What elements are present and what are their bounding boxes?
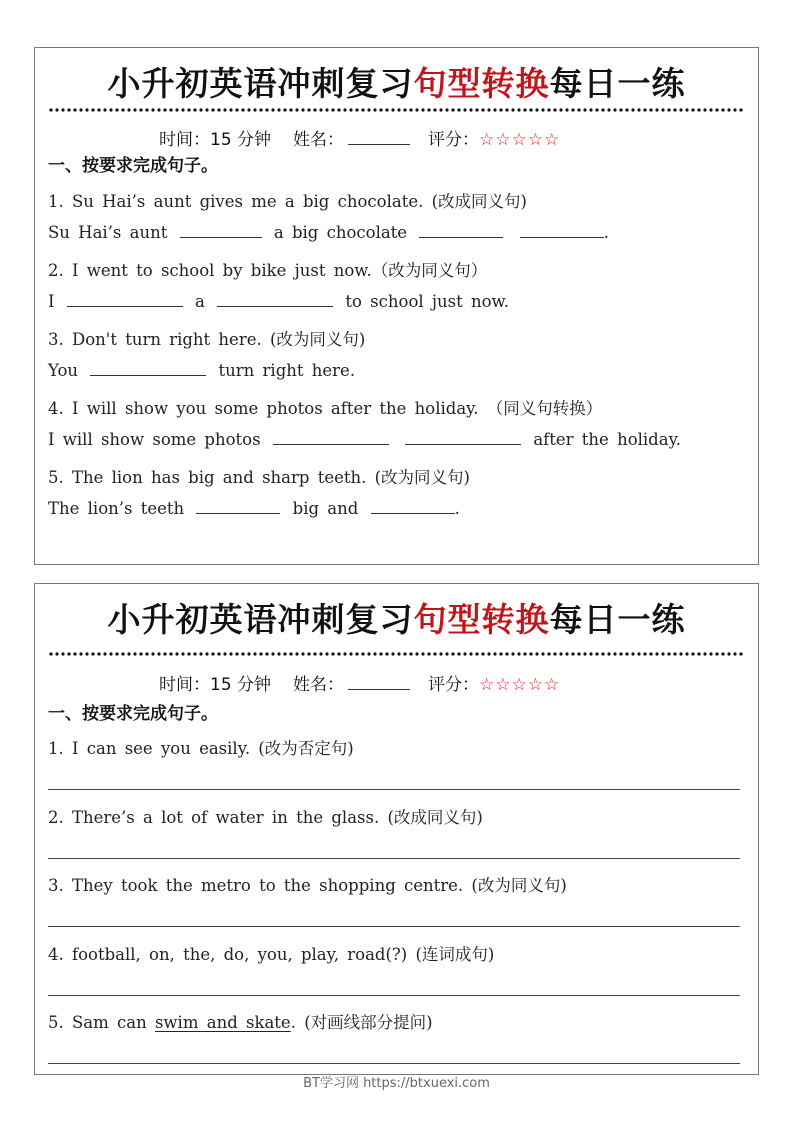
answer-blank[interactable] <box>90 363 206 376</box>
question-4-prompt: 4. football, on, the, do, you, play, road(?) (连词成句) <box>48 945 495 964</box>
name-label: 姓名： <box>293 675 345 695</box>
underlined-phrase: swim and skate <box>154 1013 291 1032</box>
star-rating-icon: ☆☆☆☆☆ <box>479 130 561 150</box>
title-highlight: 句型转换 <box>413 600 550 639</box>
score-label: 评分： <box>428 675 480 695</box>
question-5-prompt: 5. The lion has big and sharp teeth. (改为同义句) <box>48 468 470 487</box>
worksheet-meta <box>159 125 560 150</box>
section-heading: 一、按要求完成句子。 <box>48 704 218 724</box>
name-label: 姓名： <box>293 130 345 150</box>
title-suffix: 每日一练 <box>549 600 686 639</box>
answer-blank[interactable] <box>520 225 604 238</box>
dotted-divider <box>48 108 745 112</box>
question-1-answer: Su Hai’s aunt a big chocolate . <box>48 223 609 242</box>
answer-blank[interactable] <box>196 501 280 514</box>
title-prefix: 小升初英语冲刺复习 <box>107 600 414 639</box>
answer-blank[interactable] <box>419 225 503 238</box>
question-2-answer: I a to school just now. <box>48 292 509 311</box>
worksheet-1 <box>34 47 759 565</box>
answer-line[interactable] <box>48 789 740 790</box>
worksheet-2 <box>34 583 759 1075</box>
answer-blank[interactable] <box>405 432 521 445</box>
time-label: 时间：15 分钟 <box>159 130 272 150</box>
name-blank[interactable] <box>348 677 410 690</box>
title-prefix: 小升初英语冲刺复习 <box>107 64 414 103</box>
question-4-prompt: 4. I will show you some photos after the holiday. （同义句转换） <box>48 399 603 418</box>
answer-line[interactable] <box>48 995 740 996</box>
section-heading: 一、按要求完成句子。 <box>48 156 218 176</box>
question-2-prompt: 2. I went to school by bike just now.（改为同义句） <box>48 261 488 280</box>
worksheet-title <box>35 58 758 105</box>
question-3-prompt: 3. They took the metro to the shopping centre. (改为同义句) <box>48 876 567 895</box>
answer-blank[interactable] <box>180 225 262 238</box>
star-rating-icon: ☆☆☆☆☆ <box>479 675 561 695</box>
answer-blank[interactable] <box>67 294 183 307</box>
question-1-prompt: 1. I can see you easily. (改为否定句) <box>48 739 354 758</box>
dotted-divider <box>48 652 745 656</box>
answer-line[interactable] <box>48 1063 740 1064</box>
answer-blank[interactable] <box>371 501 455 514</box>
time-label: 时间：15 分钟 <box>159 675 272 695</box>
question-1-prompt: 1. Su Hai’s aunt gives me a big chocolate. (改成同义句) <box>48 192 527 211</box>
question-5-prompt: 5. Sam can swim and skate. (对画线部分提问) <box>48 1013 433 1032</box>
answer-line[interactable] <box>48 926 740 927</box>
answer-blank[interactable] <box>273 432 389 445</box>
question-4-answer: I will show some photos after the holiday. <box>48 430 681 449</box>
answer-blank[interactable] <box>217 294 333 307</box>
question-3-prompt: 3. Don't turn right here. (改为同义句) <box>48 330 366 349</box>
score-label: 评分： <box>428 130 480 150</box>
worksheet-meta <box>159 670 560 695</box>
question-3-answer: You turn right here. <box>48 361 356 380</box>
title-highlight: 句型转换 <box>413 64 550 103</box>
footer-watermark: BT学习网 https://btxuexi.com <box>303 1076 490 1091</box>
question-2-prompt: 2. There’s a lot of water in the glass. (改成同义句) <box>48 808 483 827</box>
name-blank[interactable] <box>348 132 410 145</box>
question-5-answer: The lion’s teeth big and . <box>48 499 460 518</box>
answer-line[interactable] <box>48 858 740 859</box>
worksheet-title <box>35 594 758 641</box>
title-suffix: 每日一练 <box>549 64 686 103</box>
